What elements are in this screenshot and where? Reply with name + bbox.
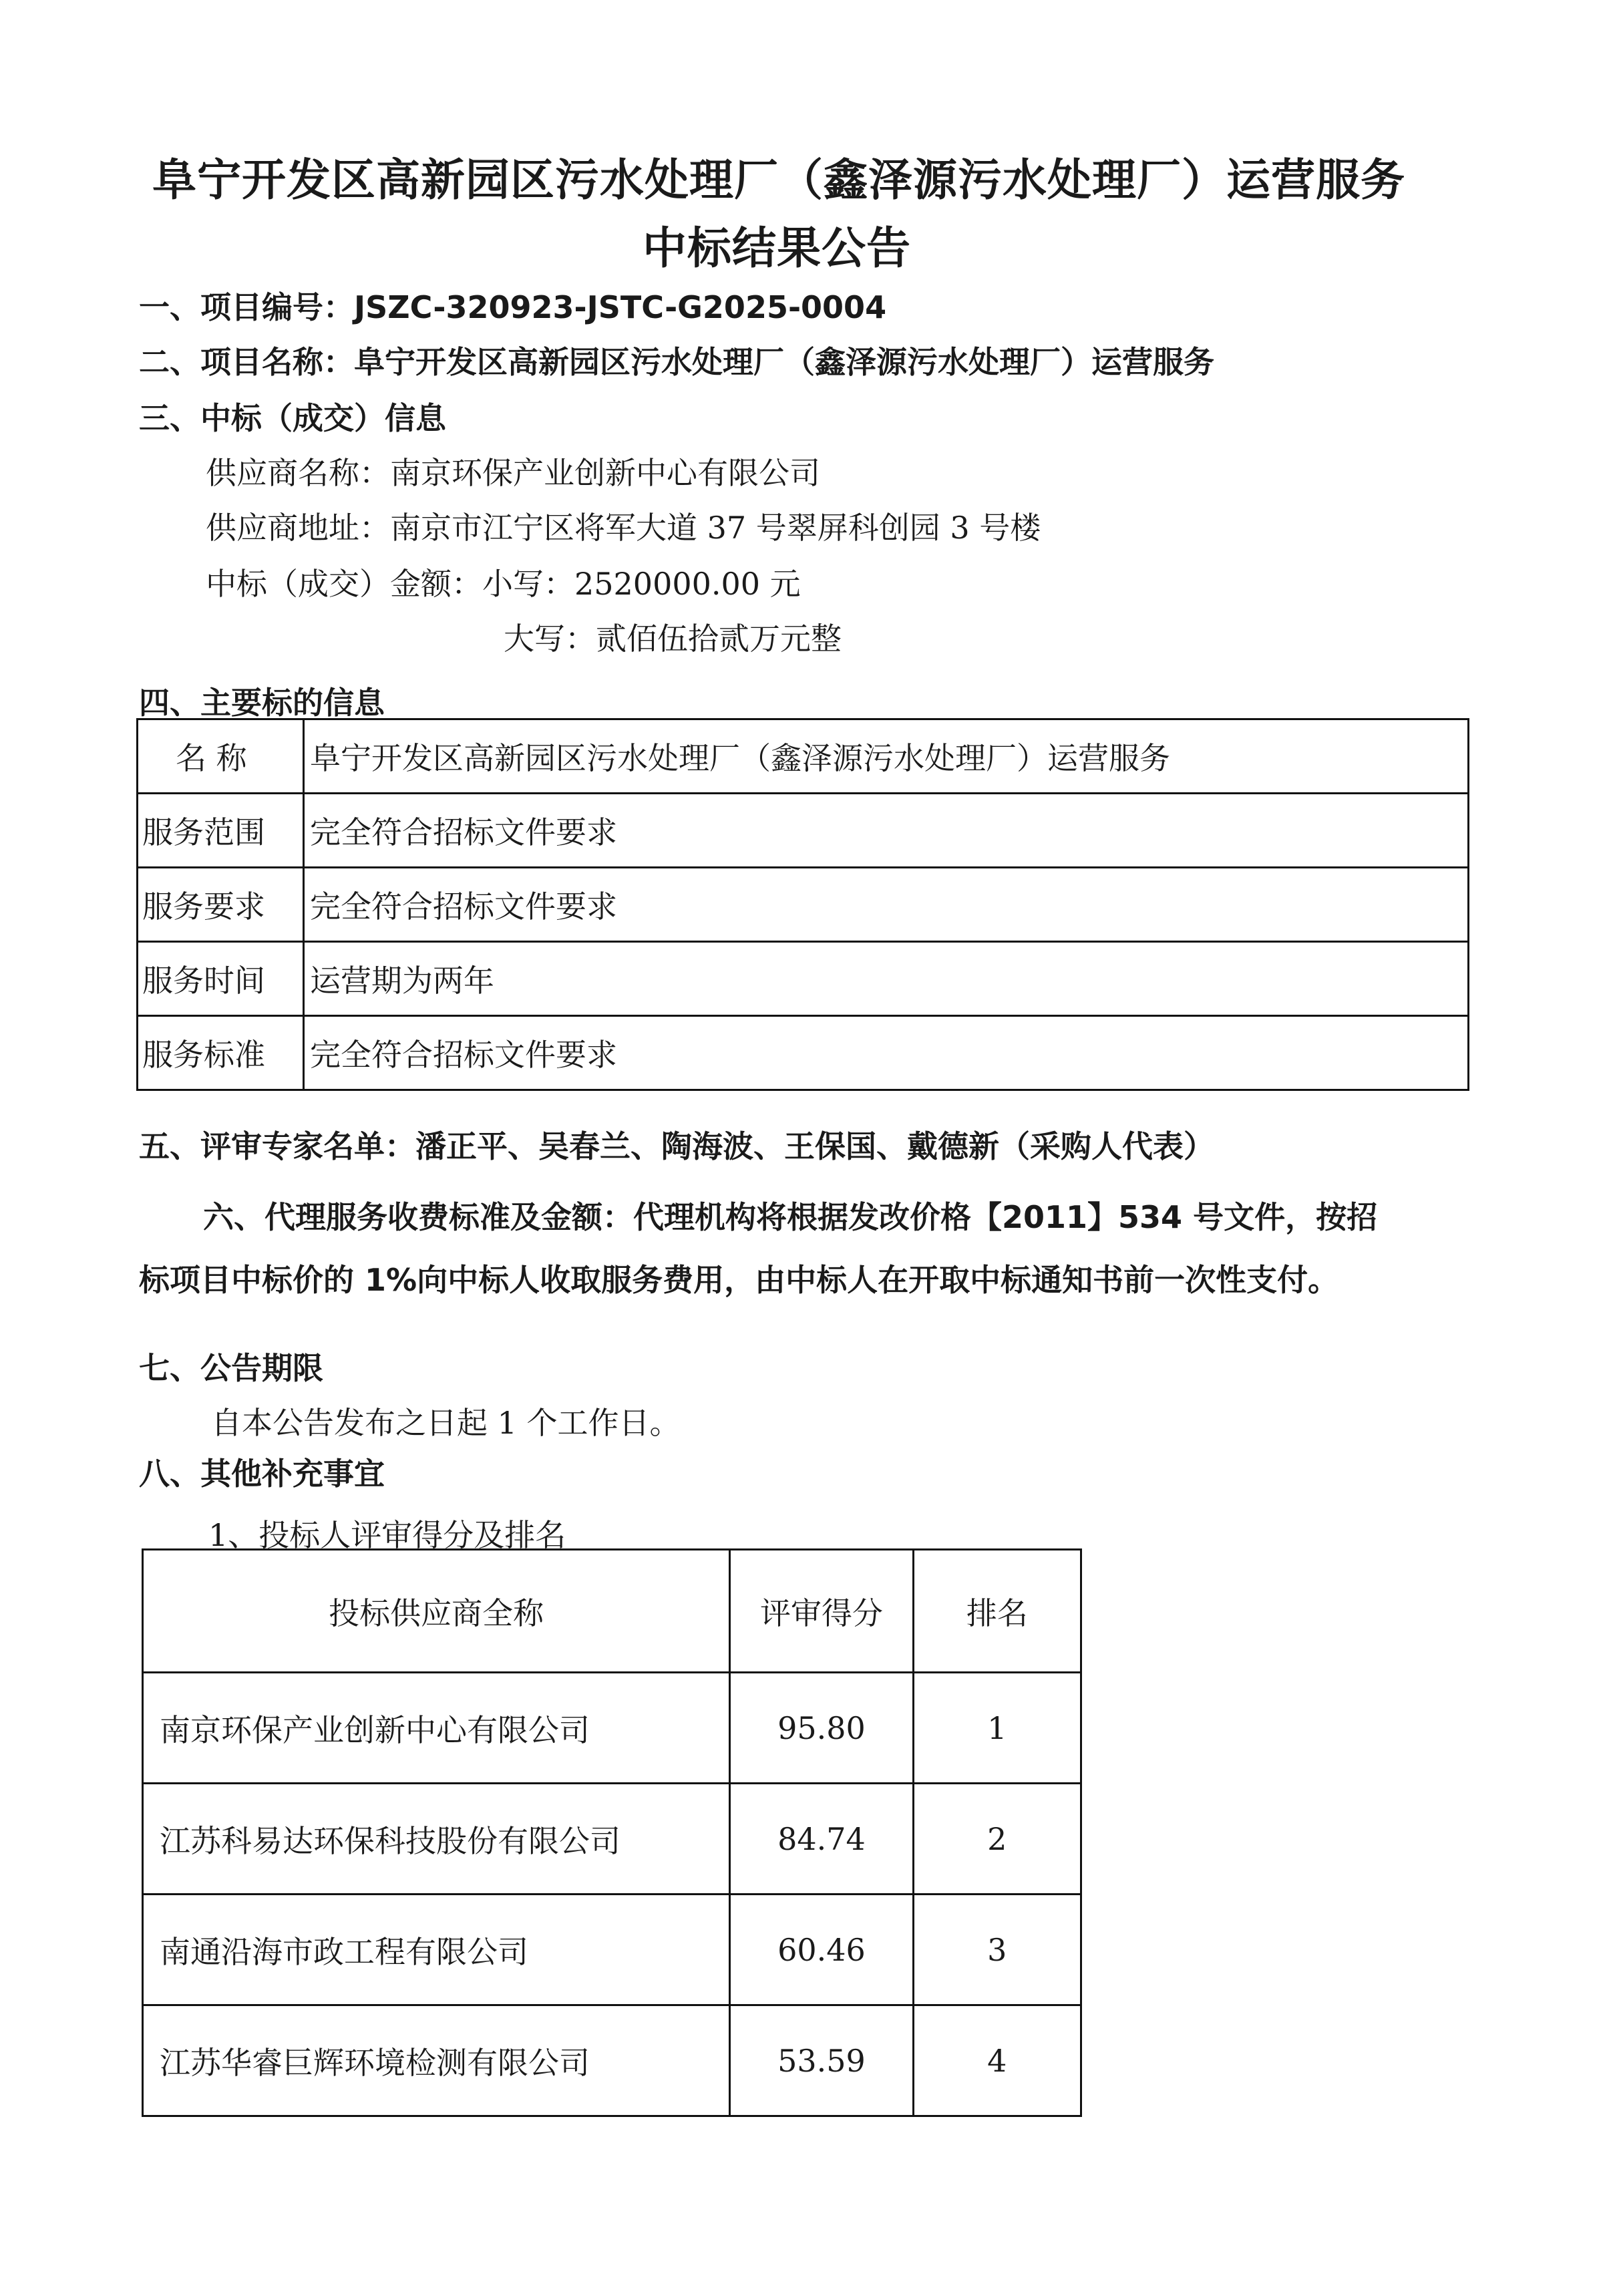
rank-cell: 4	[913, 2005, 1081, 2116]
row-key: 名 称	[138, 719, 304, 794]
table-row	[143, 1895, 1081, 2005]
table-row	[143, 1673, 1081, 1784]
title-line-1: 阜宁开发区高新园区污水处理厂（鑫泽源污水处理厂）运营服务	[152, 154, 1405, 206]
score-cell: 84.74	[730, 1784, 913, 1895]
table-row	[143, 1784, 1081, 1895]
other-matters-heading: 八、其他补充事宜	[139, 1456, 385, 1492]
table-header-row	[143, 1550, 1081, 1673]
agency-fee-line-1: 六、代理服务收费标准及金额：代理机构将根据发改价格【2011】534 号文件，按招	[203, 1199, 1378, 1235]
row-key: 服务要求	[138, 868, 304, 942]
score-ranking-table	[142, 1548, 1082, 2117]
row-key: 服务范围	[138, 794, 304, 868]
supplier-name: 供应商名称：南京环保产业创新中心有限公司	[206, 455, 820, 491]
table-row	[143, 2005, 1081, 2116]
table-row	[138, 719, 1469, 794]
award-info-heading: 三、中标（成交）信息	[139, 400, 446, 436]
supplier-name-cell: 江苏华睿巨辉环境检测有限公司	[143, 2005, 730, 2116]
rank-cell: 3	[913, 1895, 1081, 2005]
score-ranking-subheading: 1、投标人评审得分及排名	[208, 1517, 566, 1553]
score-cell: 60.46	[730, 1895, 913, 2005]
notice-period-heading: 七、公告期限	[139, 1350, 323, 1386]
row-value: 完全符合招标文件要求	[304, 794, 1469, 868]
row-value: 阜宁开发区高新园区污水处理厂（鑫泽源污水处理厂）运营服务	[304, 719, 1469, 794]
agency-fee-line-2: 标项目中标价的 1%向中标人收取服务费用，由中标人在开取中标通知书前一次性支付。	[139, 1262, 1339, 1298]
supplier-name-cell: 江苏科易达环保科技股份有限公司	[143, 1784, 730, 1895]
header-rank: 排名	[913, 1550, 1081, 1673]
expert-list: 五、评审专家名单：潘正平、吴春兰、陶海波、王保国、戴德新（采购人代表）	[139, 1128, 1214, 1164]
supplier-name-cell: 南通沿海市政工程有限公司	[143, 1895, 730, 2005]
project-name: 二、项目名称：阜宁开发区高新园区污水处理厂（鑫泽源污水处理厂）运营服务	[139, 344, 1214, 380]
table-row	[138, 868, 1469, 942]
row-value: 完全符合招标文件要求	[304, 868, 1469, 942]
row-key: 服务标准	[138, 1016, 304, 1090]
subject-info-table	[136, 718, 1469, 1091]
table-row	[138, 942, 1469, 1016]
table-row	[138, 794, 1469, 868]
row-key: 服务时间	[138, 942, 304, 1016]
row-value: 完全符合招标文件要求	[304, 1016, 1469, 1090]
supplier-name-cell: 南京环保产业创新中心有限公司	[143, 1673, 730, 1784]
subject-info-heading: 四、主要标的信息	[139, 685, 385, 721]
project-number: 一、项目编号：JSZC-320923-JSTC-G2025-0004	[139, 289, 887, 325]
rank-cell: 2	[913, 1784, 1081, 1895]
score-cell: 95.80	[730, 1673, 913, 1784]
notice-period-body: 自本公告发布之日起 1 个工作日。	[211, 1405, 681, 1441]
table-row	[138, 1016, 1469, 1090]
award-amount-large: 大写：贰佰伍拾贰万元整	[504, 621, 842, 657]
award-amount-small: 中标（成交）金额：小写：2520000.00 元	[206, 566, 801, 602]
rank-cell: 1	[913, 1673, 1081, 1784]
supplier-address: 供应商地址：南京市江宁区将军大道 37 号翠屏科创园 3 号楼	[206, 510, 1041, 546]
row-value: 运营期为两年	[304, 942, 1469, 1016]
header-supplier: 投标供应商全称	[143, 1550, 730, 1673]
score-cell: 53.59	[730, 2005, 913, 2116]
header-score: 评审得分	[730, 1550, 913, 1673]
title-line-2: 中标结果公告	[643, 222, 911, 274]
